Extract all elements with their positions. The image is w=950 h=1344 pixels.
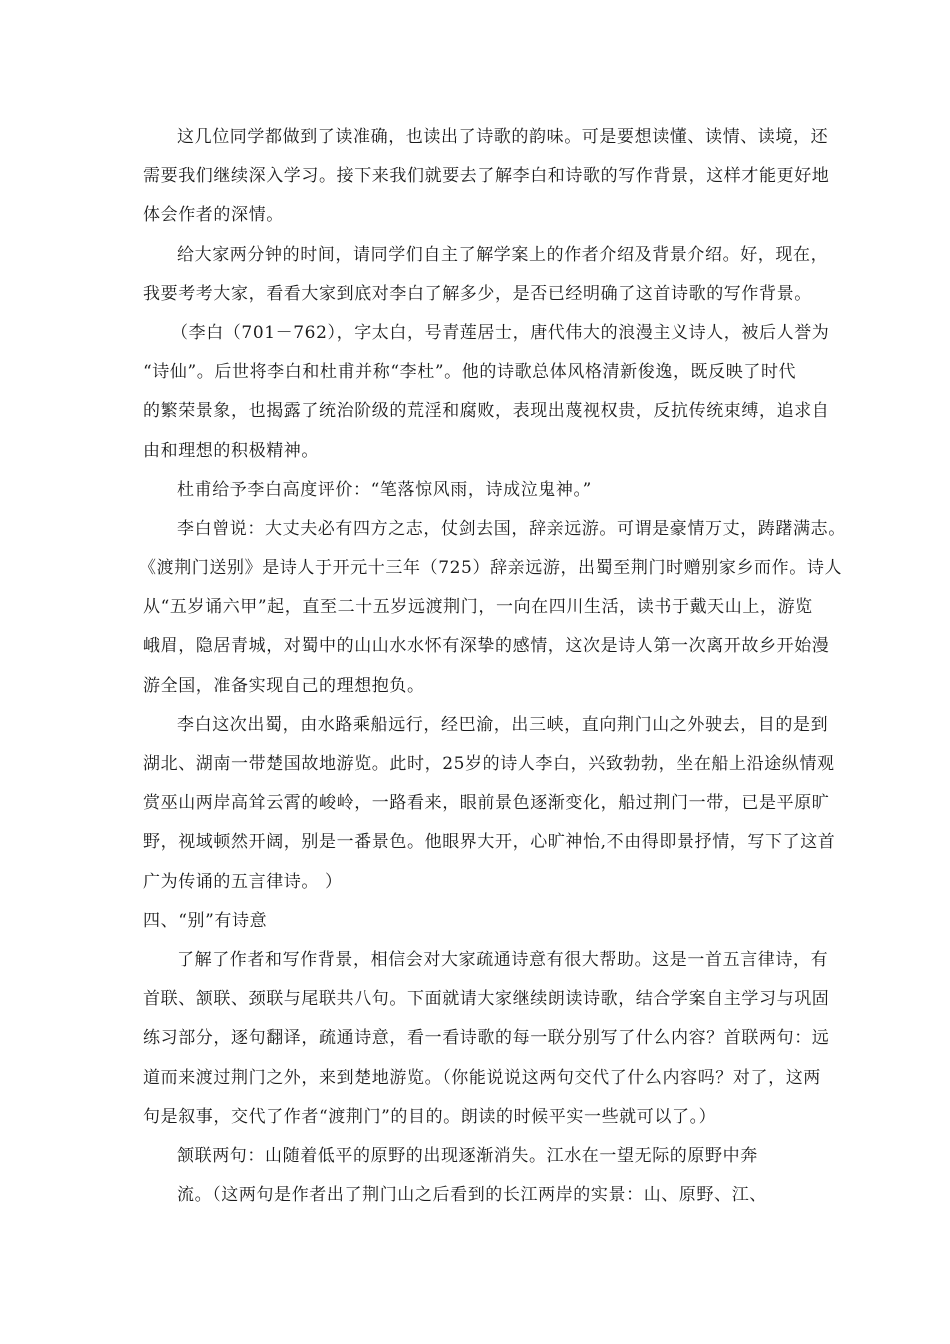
paragraph-line: 句是叙事，交代了作者“渡荆门”的目的。朗读的时候平实一些就可以了。） [143,1106,717,1127]
paragraph-line: 野，视域顿然开阔，别是一番景色。他眼界大开，心旷神怡,不由得即景抒情，写下了这首 [143,832,836,853]
paragraph-line: 首联、颔联、颈联与尾联共八句。下面就请大家继续朗读诗歌，结合学案自主学习与巩固 [143,989,830,1010]
paragraph-line: 由和理想的积极精神。 [143,440,319,461]
paragraph-line: 《渡荆门送别》是诗人于开元十三年（725）辞亲远游，出蜀至荆门时赠别家乡而作。诗人 [139,558,843,579]
paragraph-line: 我要考考大家，看看大家到底对李白了解多少，是否已经明确了这首诗歌的写作背景。 [143,283,812,304]
paragraph-line: 需要我们继续深入学习。接下来我们就要去了解李白和诗歌的写作背景，这样才能更好地 [143,166,830,187]
paragraph-line: “诗仙”。后世将李白和杜甫并称“李杜”。他的诗歌总体风格清新俊逸，既反映了时代 [143,362,797,383]
paragraph-line: 杜甫给予李白高度评价：“笔落惊风雨，诗成泣鬼神。” [177,479,592,500]
paragraph-line: 从“五岁诵六甲”起，直至二十五岁远渡荆门，一向在四川生活，读书于戴天山上，游览 [143,597,813,618]
paragraph-line: 广为传诵的五言律诗。 ） [143,871,343,892]
paragraph-line: 李白曾说：大丈夫必有四方之志，仗剑去国，辞亲远游。可谓是豪情万丈，踌躇满志。 [177,518,846,539]
paragraph-line: 赏巫山两岸高耸云霄的峻岭，一路看来，眼前景色逐渐变化，船过荆门一带，已是平原旷 [143,793,830,814]
paragraph-line: 体会作者的深情。 [143,205,284,226]
paragraph-line: （李白（701－762），字太白，号青莲居士，唐代伟大的浪漫主义诗人，被后人誉为 [171,322,830,343]
paragraph-line: 湖北、湖南一带楚国故地游览。此时，25岁的诗人李白，兴致勃勃，坐在船上沿途纵情观 [143,754,835,774]
paragraph-line: 颔联两句：山随着低平的原野的出现逐渐消失。江水在一望无际的原野中奔 [177,1145,758,1166]
paragraph-line: 这几位同学都做到了读准确，也读出了诗歌的韵味。可是要想读懂、读情、读境，还 [177,127,829,147]
paragraph-line: 给大家两分钟的时间，请同学们自主了解学案上的作者介绍及背景介绍。好，现在， [177,244,829,265]
paragraph-line: 了解了作者和写作背景，相信会对大家疏通诗意有很大帮助。这是一首五言律诗，有 [177,949,829,970]
paragraph-line: 练习部分，逐句翻译，疏通诗意，看一看诗歌的每一联分别写了什么内容？首联两句：远 [143,1028,830,1049]
paragraph-line: 道而来渡过荆门之外，来到楚地游览。（你能说说这两句交代了什么内容吗？对了，这两 [143,1067,821,1088]
section-heading: 四、“别”有诗意 [143,910,268,931]
paragraph-line: 李白这次出蜀，由水路乘船远行，经巴渝，出三峡，直向荆门山之外驶去，目的是到 [177,714,829,735]
paragraph-line: 游全国，准备实现自己的理想抱负。 [143,675,425,696]
paragraph-line: 峨眉，隐居青城，对蜀中的山山水水怀有深挚的感情，这次是诗人第一次离开故乡开始漫 [143,636,830,657]
document-page [139,118,846,1215]
paragraph-line: 流。（这两句是作者出了荆门山之后看到的长江两岸的实景：山、原野、江、 [177,1185,767,1206]
paragraph-line: 的繁荣景象，也揭露了统治阶级的荒淫和腐败，表现出蔑视权贵，反抗传统束缚，追求自 [143,401,830,422]
